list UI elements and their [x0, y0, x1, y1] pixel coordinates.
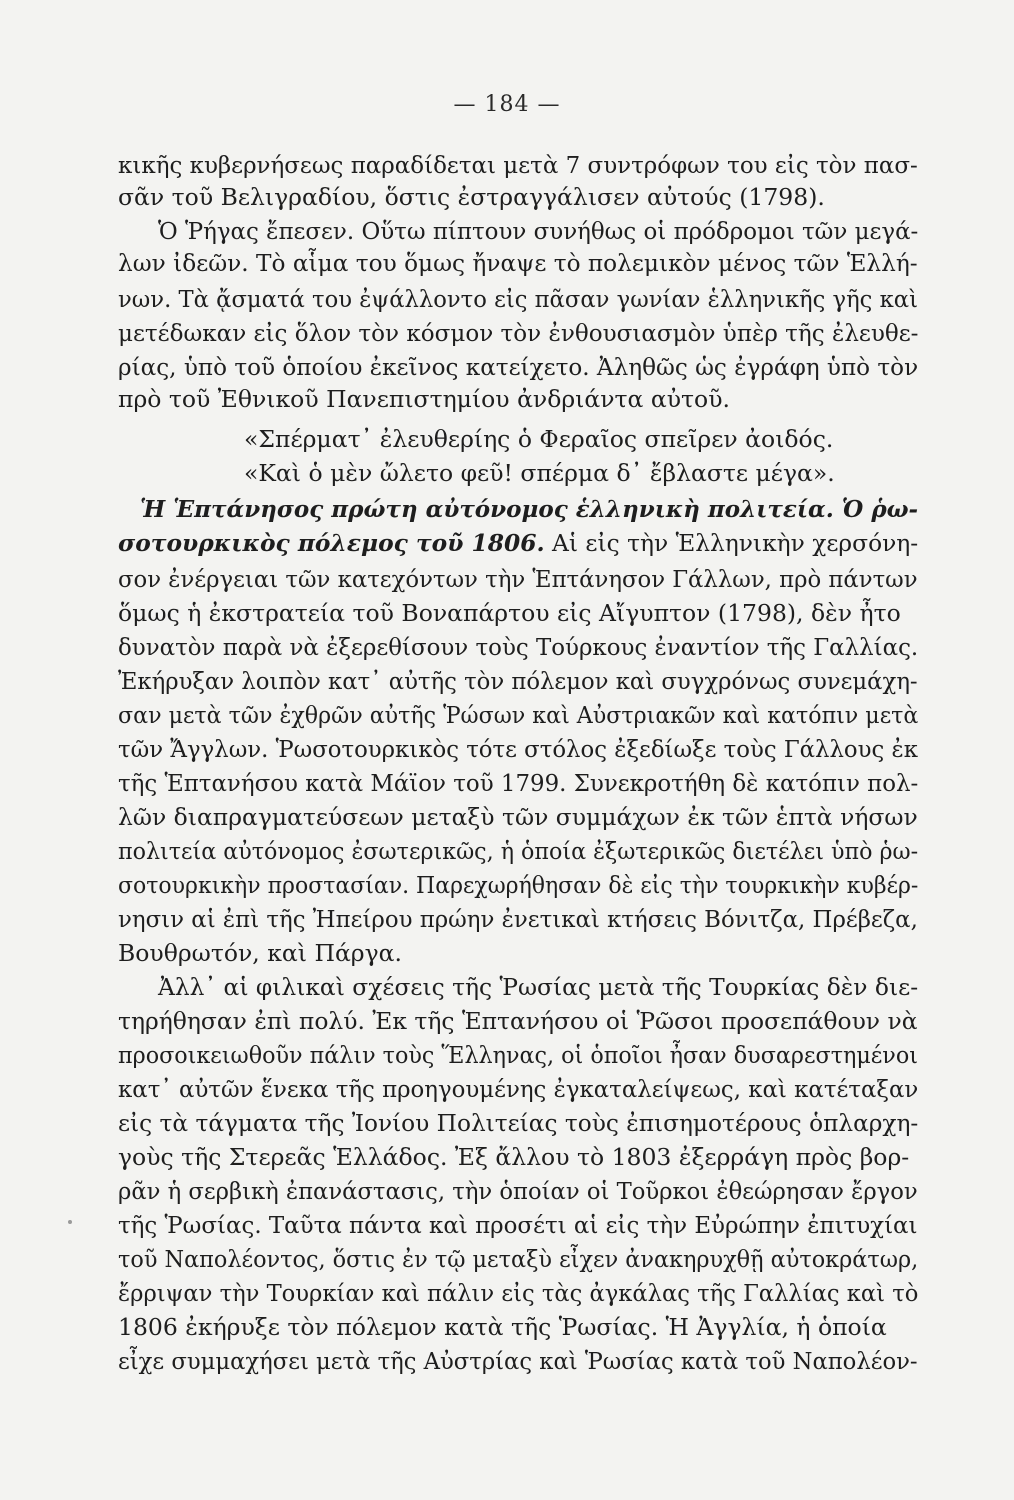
text-line: σον ἐνέργειαι τῶν κατεχόντων τὴν Ἑπτάνησον Γάλλων, πρὸ πάντων [118, 565, 918, 593]
text-line: τηρήθησαν ἐπὶ πολύ. Ἐκ τῆς Ἑπτανήσου οἱ Ῥῶσοι προσεπάθουν νὰ [118, 1007, 918, 1035]
text-line: σοτουρκικὴν προστασίαν. Παρεχωρήθησαν δὲ εἰς τὴν τουρκικὴν κυβέρ- [118, 871, 919, 899]
text-line: Βουθρωτόν, καὶ Πάργα. [118, 939, 403, 967]
text-line: γοὺς τῆς Στερεᾶς Ἑλλάδος. Ἐξ ἄλλου τὸ 1803 ἐξερράγη πρὸς βορ- [118, 1143, 910, 1171]
paragraph-start: Αἱ εἰς τὴν Ἑλληνικὴν χερσόνη- [544, 529, 919, 557]
text-line: Ὁ Ῥήγας ἔπεσεν. Οὕτω πίπτουν συνήθως οἱ πρόδρομοι τῶν μεγά- [158, 217, 919, 245]
section-heading: Ἡ Ἑπτάνησος πρώτη αὐτόνομος ἑλληνικὴ πολιτεία. Ὁ ῥω- [140, 495, 919, 523]
text-line: πρὸ τοῦ Ἐθνικοῦ Πανεπιστημίου ἀνδριάντα αὐτοῦ. [118, 385, 730, 413]
text-line: πολιτεία αὐτόνομος ἐσωτερικῶς, ἡ ὁποία ἐξωτερικῶς διετέλει ὑπὸ ῥω- [118, 837, 919, 865]
text-line: κικῆς κυβερνήσεως παραδίδεται μετὰ 7 συντρόφων του εἰς τὸν πασ- [118, 151, 918, 179]
text-line: Ἐκήρυξαν λοιπὸν κατ᾽ αὐτῆς τὸν πόλεμον καὶ συγχρόνως συνεμάχη- [118, 667, 918, 695]
text-line: τῆς Ῥωσίας. Ταῦτα πάντα καὶ προσέτι αἱ εἰς τὴν Εὐρώπην ἐπιτυχίαι [118, 1211, 918, 1239]
text-line: νων. Τὰ ᾄσματά του ἐψάλλοντο εἰς πᾶσαν γωνίαν ἑλληνικῆς γῆς καὶ [118, 285, 918, 313]
text-line: τοῦ Ναπολέοντος, ὅστις ἐν τῷ μεταξὺ εἶχεν ἀνακηρυχθῇ αὐτοκράτωρ, [118, 1245, 919, 1273]
paper-speck [68, 1220, 72, 1224]
text-line: σαν μετὰ τῶν ἐχθρῶν αὐτῆς Ῥώσων καὶ Αὐστριακῶν καὶ κατόπιν μετὰ [118, 701, 919, 729]
text-line [118, 528, 918, 558]
text-line: ρᾶν ἡ σερβικὴ ἐπανάστασις, τὴν ὁποίαν οἱ Τοῦρκοι ἐθεώρησαν ἔργον [118, 1177, 918, 1205]
text-line: ἔρριψαν τὴν Τουρκίαν καὶ πάλιν εἰς τὰς ἀγκάλας τῆς Γαλλίας καὶ τὸ [118, 1279, 919, 1307]
text-line: λῶν διαπραγματεύσεων μεταξὺ τῶν συμμάχων ἐκ τῶν ἑπτὰ νήσων [118, 803, 918, 831]
page-number: — 184 — [453, 92, 561, 117]
text-line: ρίας, ὑπὸ τοῦ ὁποίου ἐκεῖνος κατείχετο. Ἀληθῶς ὡς ἐγράφη ὑπὸ τὸν [118, 353, 919, 381]
text-line: δυνατὸν παρὰ νὰ ἐξερεθίσουν τοὺς Τούρκους ἐναντίον τῆς Γαλλίας. [118, 633, 919, 661]
text-line: τῆς Ἑπτανήσου κατὰ Μάϊον τοῦ 1799. Συνεκροτήθη δὲ κατόπιν πολ- [118, 769, 919, 797]
text-line: προσοικειωθοῦν πάλιν τοὺς Ἕλληνας, οἱ ὁποῖοι ἦσαν δυσαρεστημένοι [118, 1041, 918, 1069]
verse-line: «Καὶ ὁ μὲν ὤλετο φεῦ! σπέρμα δ᾽ ἔβλαστε μέγα». [244, 459, 835, 487]
text-line: κατ᾽ αὐτῶν ἕνεκα τῆς προηγουμένης ἐγκαταλείψεως, καὶ κατέταξαν [118, 1075, 919, 1103]
text-line: ὅμως ἡ ἐκστρατεία τοῦ Βοναπάρτου εἰς Αἴγυπτον (1798), δὲν ἦτο [118, 599, 901, 627]
section-heading-continuation: σοτουρκικὸς πόλεμος τοῦ 1806. [118, 529, 545, 557]
text-line: λων ἰδεῶν. Τὸ αἷμα του ὅμως ἤναψε τὸ πολεμικὸν μένος τῶν Ἑλλή- [118, 249, 918, 277]
text-line: Ἀλλ᾽ αἱ φιλικαὶ σχέσεις τῆς Ῥωσίας μετὰ τῆς Τουρκίας δὲν διε- [158, 973, 919, 1001]
text-line: 1806 ἐκήρυξε τὸν πόλεμον κατὰ τῆς Ῥωσίας. Ἡ Ἀγγλία, ἡ ὁποία [118, 1313, 887, 1341]
text-line: εἶχε συμμαχήσει μετὰ τῆς Αὐστρίας καὶ Ῥωσίας κατὰ τοῦ Ναπολέον- [118, 1347, 918, 1375]
text-line: εἰς τὰ τάγματα τῆς Ἰονίου Πολιτείας τοὺς ἐπισημοτέρους ὁπλαρχη- [118, 1109, 919, 1137]
text-line: σᾶν τοῦ Βελιγραδίου, ὅστις ἐστραγγάλισεν αὐτούς (1798). [118, 183, 825, 211]
text-line: μετέδωκαν εἰς ὅλον τὸν κόσμον τὸν ἐνθουσιασμὸν ὑπὲρ τῆς ἐλευθε- [118, 319, 919, 347]
verse-line: «Σπέρματ᾽ ἐλευθερίης ὁ Φεραῖος σπεῖρεν ἀοιδός. [244, 425, 834, 453]
text-line: νησιν αἱ ἐπὶ τῆς Ἠπείρου πρώην ἐνετικαὶ κτήσεις Βόνιτζα, Πρέβεζα, [118, 905, 918, 933]
text-line: τῶν Ἄγγλων. Ῥωσοτουρκικὸς τότε στόλος ἐξεδίωξε τοὺς Γάλλους ἐκ [118, 735, 918, 763]
